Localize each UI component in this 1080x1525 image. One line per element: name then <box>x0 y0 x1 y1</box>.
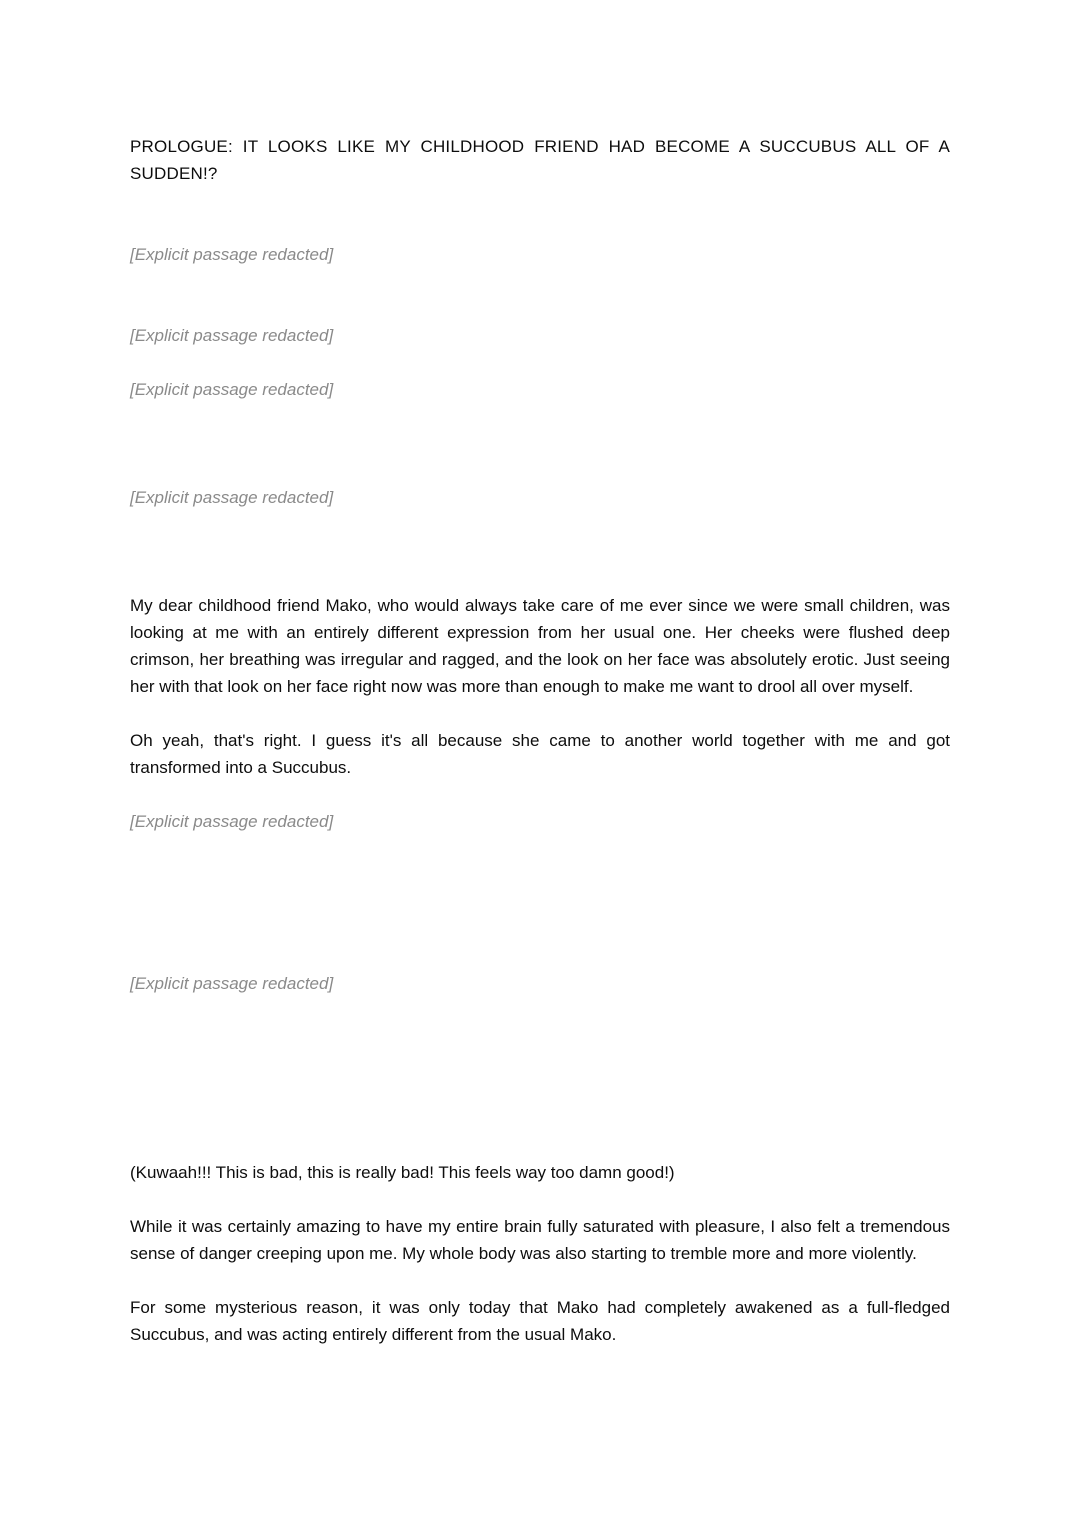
paragraph: My dear childhood friend Mako, who would always take care of me ever since we were small children, was looking at me with an entirely different expression from her usual one. Her cheeks were flushed deep crimson, her breathing was irregular and ragged, and the look on her face was absolutely erotic. Just seeing her with that look on her face right now was more than enough to make me want to drool all over myself. <box>130 596 950 696</box>
page-title: PROLOGUE: IT LOOKS LIKE MY CHILDHOOD FRIEND HAD BECOME A SUCCUBUS ALL OF A SUDDEN!? <box>130 137 950 183</box>
paragraph: For some mysterious reason, it was only today that Mako had completely awakened as a full-fledged Succubus, and was acting entirely different from the usual Mako. <box>130 1298 950 1344</box>
paragraph: While it was certainly amazing to have my entire brain fully saturated with pleasure, I also felt a tremendous sense of danger creeping upon me. My whole body was also starting to tremble more and more violently. <box>130 1217 950 1263</box>
paragraph-redacted: [Explicit passage redacted] <box>130 488 334 507</box>
paragraph-redacted: [Explicit passage redacted] <box>130 812 334 831</box>
paragraph-redacted: [Explicit passage redacted] <box>130 974 334 993</box>
paragraph-redacted: [Explicit passage redacted] <box>130 380 334 399</box>
paragraph-container <box>130 241 950 1348</box>
paragraph-redacted: [Explicit passage redacted] <box>130 245 334 264</box>
paragraph: Oh yeah, that's right. I guess it's all because she came to another world together with me and got transformed into a Succubus. <box>130 731 950 777</box>
paragraph-redacted: [Explicit passage redacted] <box>130 326 334 345</box>
text-block <box>130 133 950 1375</box>
paragraph: (Kuwaah!!! This is bad, this is really bad! This feels way too damn good!) <box>130 1163 675 1182</box>
